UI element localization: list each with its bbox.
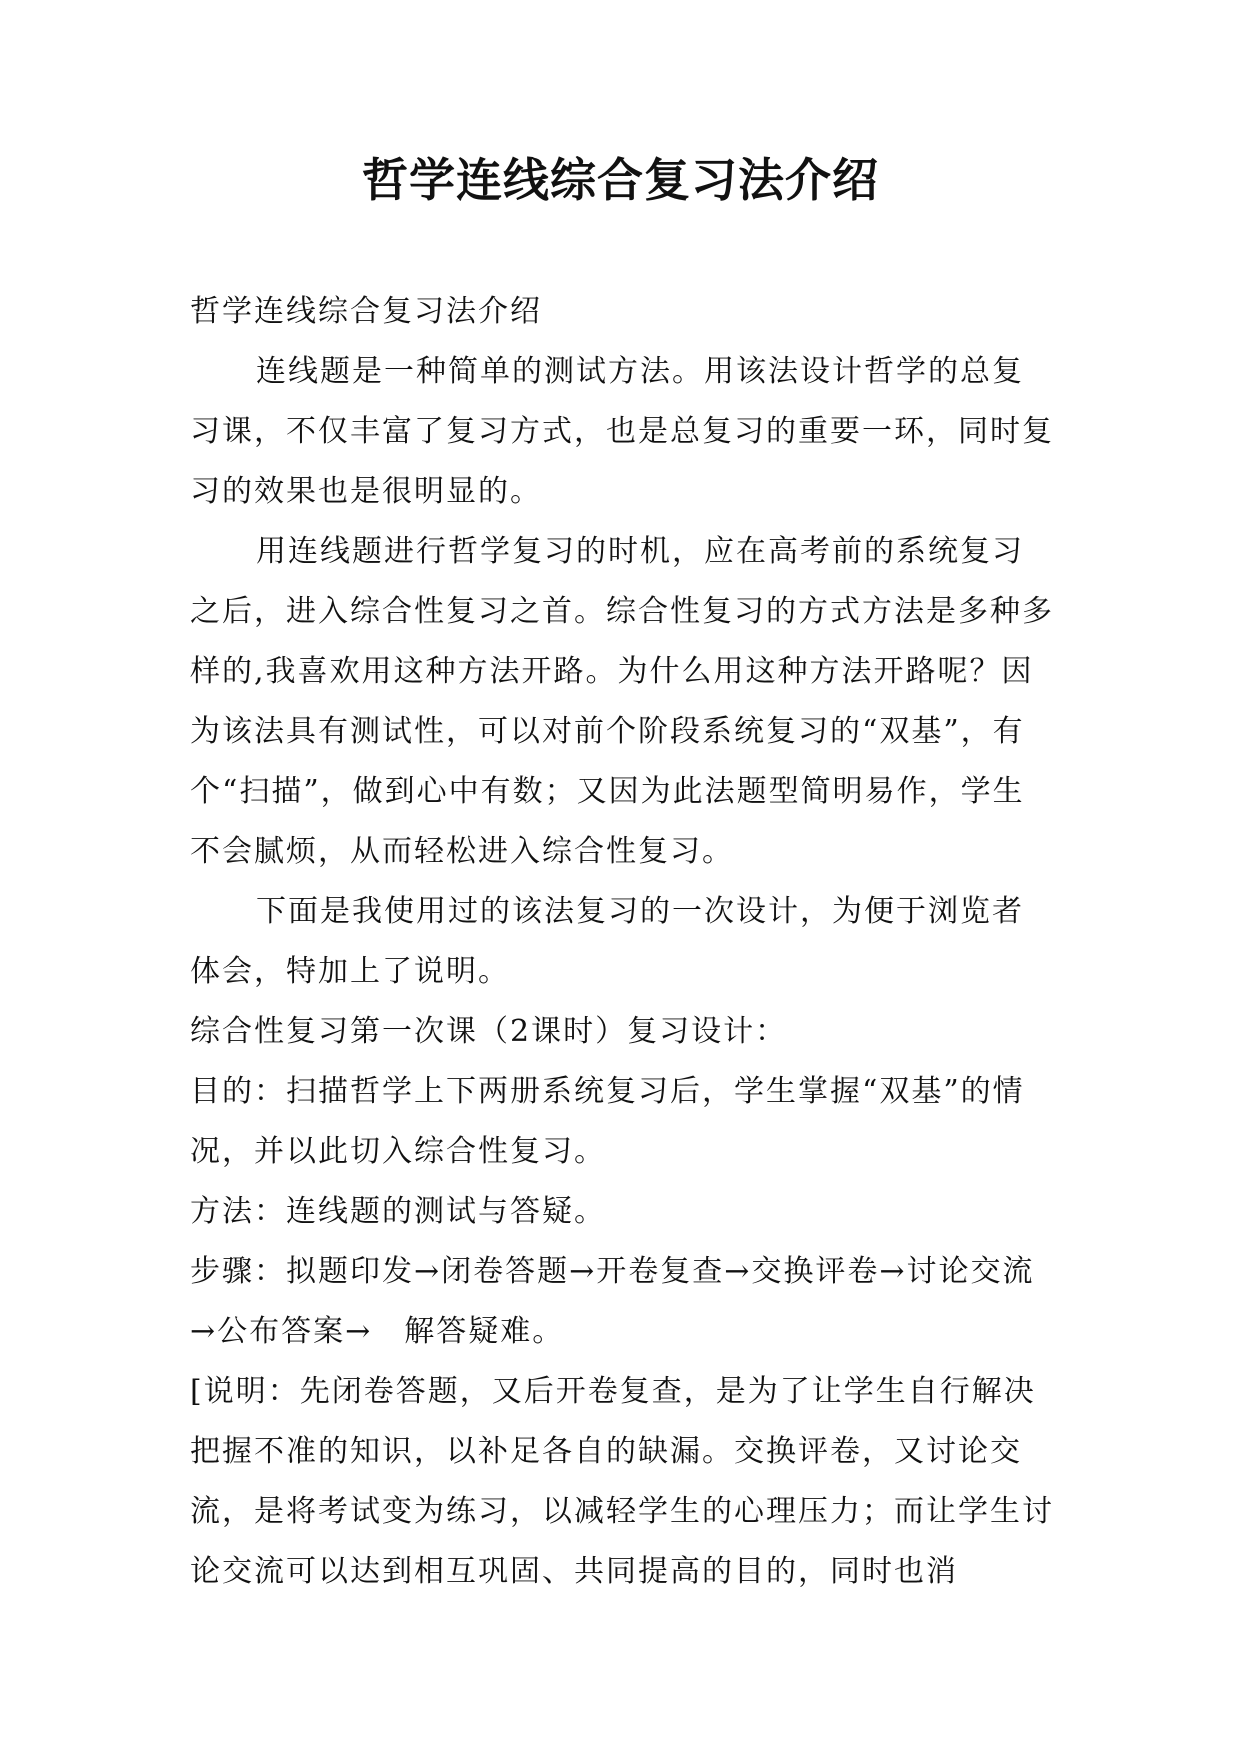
steps-paragraph: 步骤：拟题印发→闭卷答题→开卷复查→交换评卷→讨论交流→公布答案→ 解答疑难。: [190, 1254, 1035, 1349]
purpose-paragraph: 目的：扫描哲学上下两册系统复习后，学生掌握“双基”的情况，并以此切入综合性复习。: [190, 1074, 1025, 1169]
design-intro-paragraph: 下面是我使用过的该法复习的一次设计，为便于浏览者体会，特加上了说明。: [190, 894, 1024, 989]
lesson-heading: 综合性复习第一次课（2课时）复习设计：: [190, 1014, 788, 1049]
subtitle-paragraph: 哲学连线综合复习法介绍: [190, 294, 542, 329]
intro-paragraph: 连线题是一种简单的测试方法。用该法设计哲学的总复习课，不仅丰富了复习方式，也是总复习的重要一环，同时复习的效果也是很明显的。: [190, 354, 1054, 509]
document-body: [190, 282, 1054, 1602]
method-paragraph: 方法：连线题的测试与答疑。: [190, 1194, 606, 1229]
document-title: 哲学连线综合复习法介绍: [362, 153, 879, 207]
explanation-paragraph: [说明：先闭卷答题，又后开卷复查，是为了让学生自行解决把握不准的知识，以补足各自的缺漏。交换评卷，又讨论交流，是将考试变为练习，以减轻学生的心理压力；而让学生讨论交流可以达到相互巩固、共同提高的目的，同时也消: [190, 1374, 1054, 1589]
timing-paragraph: 用连线题进行哲学复习的时机，应在高考前的系统复习之后，进入综合性复习之首。综合性复习的方式方法是多种多样的,我喜欢用这种方法开路。为什么用这种方法开路呢？因为该法具有测试性，可以对前个阶段系统复习的“双基”，有个“扫描”，做到心中有数；又因为此法题型简明易作，学生不会腻烦，从而轻松进入综合性复习。: [190, 534, 1054, 869]
